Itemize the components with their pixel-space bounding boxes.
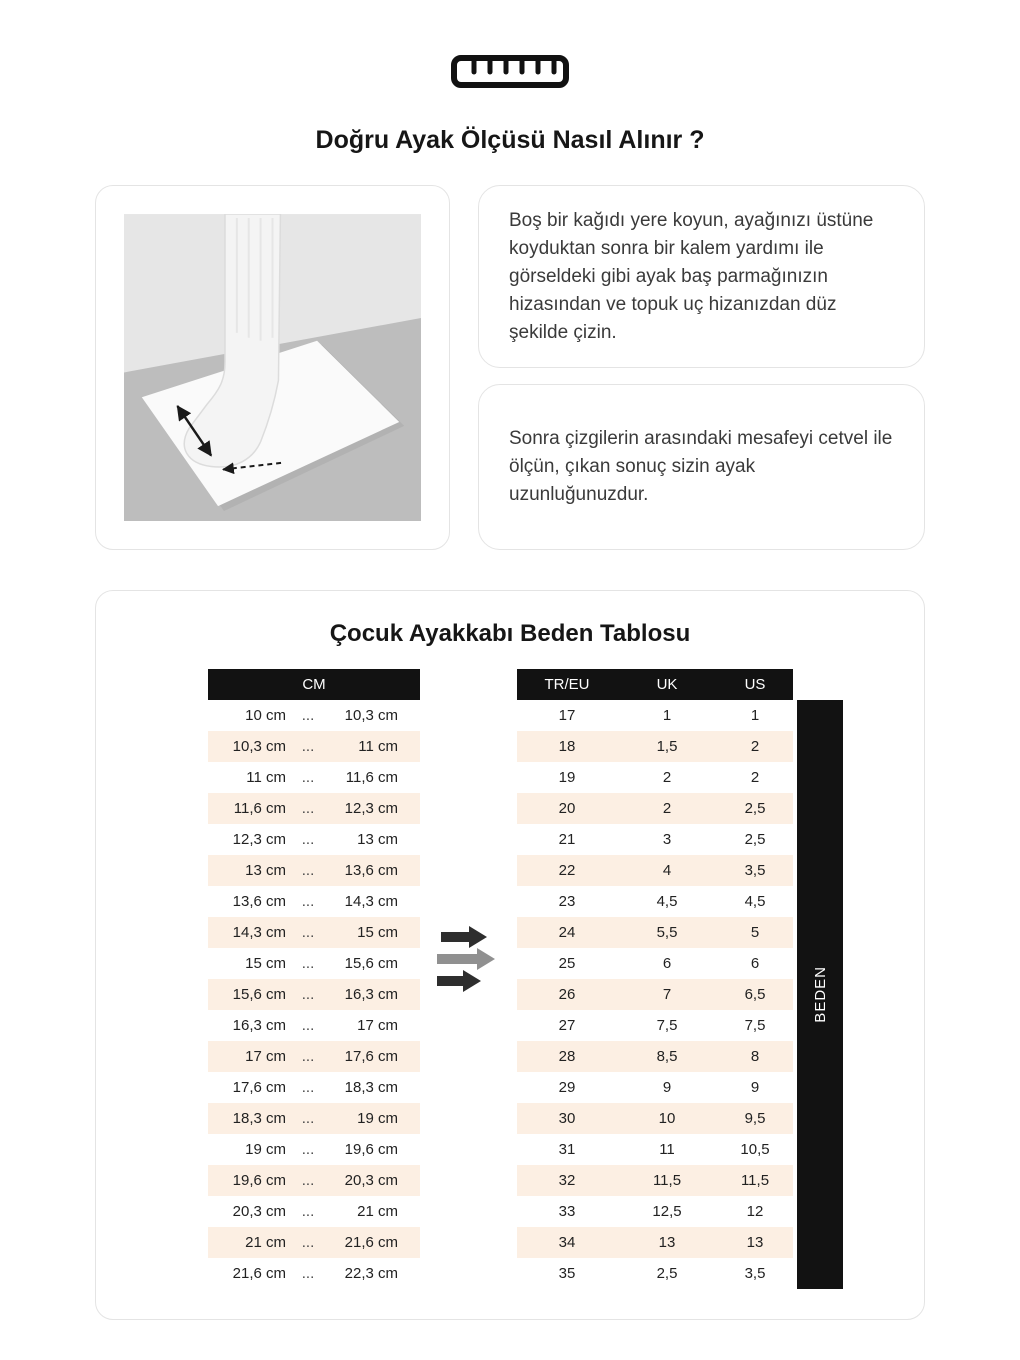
cm-min-value: 21 cm (245, 1234, 286, 1251)
range-separator: ... (301, 1017, 315, 1034)
range-separator: ... (301, 1234, 315, 1251)
size-us-value: 4,5 (744, 893, 766, 910)
size-uk-value: 3 (662, 831, 672, 848)
instruction-step-1-text: Boş bir kağıdı yere koyun, ayağınızı üstüne koyduktan sonra bir kalem yardımı ile görseldeki gibi ayak baş parmağınızın hizasından ve topuk uç hizanızdan düz şekilde çizin. (509, 210, 874, 343)
header-us: US (744, 676, 766, 693)
size-tr-eu-value: 20 (558, 800, 576, 817)
cm-min-value: 17 cm (245, 1048, 286, 1065)
size-uk-value: 11 (659, 1141, 675, 1158)
conversion-arrows-icon (436, 924, 501, 994)
cm-table-row (208, 917, 420, 948)
size-table-row (517, 1258, 793, 1289)
range-separator: ... (301, 738, 315, 755)
size-us-value: 13 (746, 1234, 764, 1251)
cm-min-value: 13,6 cm (232, 893, 286, 910)
cm-max-value: 18,3 cm (344, 1079, 398, 1096)
size-table-row (517, 700, 793, 731)
cm-table-row (208, 1134, 420, 1165)
instruction-step-1 (478, 185, 925, 368)
cm-table-row (208, 824, 420, 855)
size-tr-eu-value: 19 (558, 769, 576, 786)
cm-table-row (208, 979, 420, 1010)
cm-table-body (208, 700, 420, 1289)
size-table-row (517, 855, 793, 886)
cm-table-row (208, 1165, 420, 1196)
cm-max-value: 17,6 cm (344, 1048, 398, 1065)
size-table-row (517, 793, 793, 824)
cm-table-row (208, 886, 420, 917)
cm-max-value: 12,3 cm (344, 800, 398, 817)
size-us-value: 10,5 (740, 1141, 770, 1158)
cm-max-value: 21 cm (357, 1203, 398, 1220)
size-us-value: 3,5 (744, 1265, 766, 1282)
cm-table-row (208, 1258, 420, 1289)
size-uk-value: 8,5 (656, 1048, 678, 1065)
size-table-header (517, 669, 793, 700)
page-title: Doğru Ayak Ölçüsü Nasıl Alınır ? (315, 126, 705, 154)
size-uk-value: 7,5 (656, 1017, 678, 1034)
cm-min-value: 15 cm (245, 955, 286, 972)
size-table-row (517, 1227, 793, 1258)
cm-min-value: 10 cm (245, 707, 286, 724)
cm-min-value: 14,3 cm (232, 924, 286, 941)
ruler-icon (0, 0, 1020, 92)
size-us-value: 1 (750, 707, 760, 724)
size-table-row (517, 731, 793, 762)
size-table-row (517, 917, 793, 948)
range-separator: ... (301, 1141, 315, 1158)
range-separator: ... (301, 1079, 315, 1096)
size-conversion-table (517, 669, 793, 1289)
foot-measurement-photo (95, 185, 450, 550)
size-tr-eu-value: 31 (558, 1141, 576, 1158)
cm-table-row (208, 1072, 420, 1103)
cm-header-label: CM (302, 676, 326, 693)
cm-max-value: 19 cm (357, 1110, 398, 1127)
cm-table-row (208, 1010, 420, 1041)
size-us-value: 6 (750, 955, 760, 972)
cm-min-value: 21,6 cm (232, 1265, 286, 1282)
range-separator: ... (301, 924, 315, 941)
size-table-row (517, 824, 793, 855)
cm-max-value: 11,6 cm (345, 769, 398, 786)
instruction-steps (478, 185, 925, 550)
cm-min-value: 19,6 cm (232, 1172, 286, 1189)
instructions-section (95, 185, 925, 550)
cm-min-value: 10,3 cm (232, 738, 286, 755)
size-table-row (517, 1072, 793, 1103)
cm-max-value: 15 cm (357, 924, 398, 941)
range-separator: ... (301, 707, 315, 724)
size-tr-eu-value: 24 (558, 924, 576, 941)
cm-table-row (208, 731, 420, 762)
size-uk-value: 2,5 (656, 1265, 678, 1282)
cm-min-value: 20,3 cm (232, 1203, 286, 1220)
cm-min-value: 11,6 cm (233, 800, 286, 817)
cm-table-row (208, 1196, 420, 1227)
size-us-value: 9,5 (744, 1110, 766, 1127)
range-separator: ... (301, 1265, 315, 1282)
cm-table-row (208, 1227, 420, 1258)
cm-table-row (208, 1103, 420, 1134)
size-uk-value: 11,5 (652, 1172, 682, 1189)
size-us-value: 5 (750, 924, 760, 941)
size-tr-eu-value: 34 (558, 1234, 576, 1251)
size-table-row (517, 948, 793, 979)
size-uk-value: 1 (662, 707, 672, 724)
cm-min-value: 19 cm (245, 1141, 286, 1158)
size-us-value: 2 (750, 769, 760, 786)
cm-table-row (208, 948, 420, 979)
size-us-value: 6,5 (744, 986, 766, 1003)
size-uk-value: 12,5 (652, 1203, 682, 1220)
size-us-value: 11,5 (740, 1172, 770, 1189)
range-separator: ... (301, 800, 315, 817)
size-uk-value: 5,5 (656, 924, 678, 941)
size-uk-value: 9 (662, 1079, 672, 1096)
size-tables (96, 669, 924, 1289)
cm-max-value: 13,6 cm (344, 862, 398, 879)
range-separator: ... (301, 862, 315, 879)
size-table-row (517, 1041, 793, 1072)
cm-table (208, 669, 420, 1289)
size-table-row (517, 1165, 793, 1196)
range-separator: ... (301, 769, 315, 786)
beden-label: BEDEN (811, 966, 829, 1023)
size-tr-eu-value: 18 (558, 738, 576, 755)
size-uk-value: 4,5 (656, 893, 678, 910)
size-tr-eu-value: 23 (558, 893, 576, 910)
size-table-row (517, 1103, 793, 1134)
range-separator: ... (301, 893, 315, 910)
header-tr-eu: TR/EU (544, 676, 590, 693)
cm-table-row (208, 762, 420, 793)
cm-min-value: 16,3 cm (232, 1017, 286, 1034)
range-separator: ... (301, 1172, 315, 1189)
header-uk: UK (656, 676, 678, 693)
cm-max-value: 15,6 cm (344, 955, 398, 972)
size-uk-value: 10 (658, 1110, 676, 1127)
size-us-value: 2,5 (744, 831, 766, 848)
cm-max-value: 11 cm (358, 738, 398, 755)
beden-vertical-bar (797, 700, 843, 1289)
size-uk-value: 2 (662, 800, 672, 817)
size-tr-eu-value: 32 (558, 1172, 576, 1189)
cm-max-value: 16,3 cm (344, 986, 398, 1003)
size-table-row (517, 1134, 793, 1165)
size-table-row (517, 762, 793, 793)
size-tr-eu-value: 35 (558, 1265, 576, 1282)
size-us-value: 7,5 (744, 1017, 766, 1034)
size-tr-eu-value: 27 (558, 1017, 576, 1034)
size-uk-value: 1,5 (656, 738, 678, 755)
cm-max-value: 13 cm (357, 831, 398, 848)
size-us-value: 9 (750, 1079, 760, 1096)
cm-min-value: 15,6 cm (232, 986, 286, 1003)
range-separator: ... (301, 1048, 315, 1065)
instruction-step-2-text: Sonra çizgilerin arasındaki mesafeyi cetvel ile ölçün, çıkan sonuç sizin ayak uzunluğunuzdur. (509, 428, 893, 505)
cm-max-value: 17 cm (357, 1017, 398, 1034)
size-us-value: 3,5 (744, 862, 766, 879)
size-uk-value: 6 (662, 955, 672, 972)
size-tr-eu-value: 33 (558, 1203, 576, 1220)
size-tr-eu-value: 21 (558, 831, 576, 848)
cm-max-value: 10,3 cm (344, 707, 398, 724)
size-table-row (517, 979, 793, 1010)
cm-max-value: 21,6 cm (344, 1234, 398, 1251)
size-uk-value: 7 (662, 986, 672, 1003)
cm-min-value: 13 cm (245, 862, 286, 879)
foot-photo-illustration (124, 214, 421, 521)
size-table-row (517, 1010, 793, 1041)
cm-min-value: 12,3 cm (232, 831, 286, 848)
size-tr-eu-value: 28 (558, 1048, 576, 1065)
instruction-step-2 (478, 384, 925, 550)
cm-max-value: 14,3 cm (344, 893, 398, 910)
cm-table-row (208, 855, 420, 886)
size-tr-eu-value: 26 (558, 986, 576, 1003)
size-table-row (517, 886, 793, 917)
size-tr-eu-value: 17 (558, 707, 576, 724)
cm-max-value: 19,6 cm (344, 1141, 398, 1158)
size-us-value: 2 (750, 738, 760, 755)
size-us-value: 12 (746, 1203, 764, 1220)
size-uk-value: 13 (658, 1234, 676, 1251)
cm-table-row (208, 1041, 420, 1072)
cm-table-row (208, 793, 420, 824)
cm-min-value: 11 cm (246, 769, 286, 786)
size-us-value: 8 (750, 1048, 760, 1065)
size-table-title: Çocuk Ayakkabı Beden Tablosu (329, 620, 691, 647)
size-tr-eu-value: 29 (558, 1079, 576, 1096)
size-table-row (517, 1196, 793, 1227)
cm-table-header (208, 669, 420, 700)
size-us-value: 2,5 (744, 800, 766, 817)
cm-table-row (208, 700, 420, 731)
size-table-card (95, 590, 925, 1320)
range-separator: ... (301, 986, 315, 1003)
size-table-body (517, 700, 793, 1289)
size-tr-eu-value: 22 (558, 862, 576, 879)
cm-max-value: 22,3 cm (344, 1265, 398, 1282)
size-tr-eu-value: 25 (558, 955, 576, 972)
range-separator: ... (301, 831, 315, 848)
size-uk-value: 2 (662, 769, 672, 786)
size-tr-eu-value: 30 (558, 1110, 576, 1127)
range-separator: ... (301, 955, 315, 972)
range-separator: ... (301, 1110, 315, 1127)
cm-min-value: 18,3 cm (232, 1110, 286, 1127)
cm-min-value: 17,6 cm (232, 1079, 286, 1096)
cm-max-value: 20,3 cm (344, 1172, 398, 1189)
size-uk-value: 4 (662, 862, 672, 879)
range-separator: ... (301, 1203, 315, 1220)
